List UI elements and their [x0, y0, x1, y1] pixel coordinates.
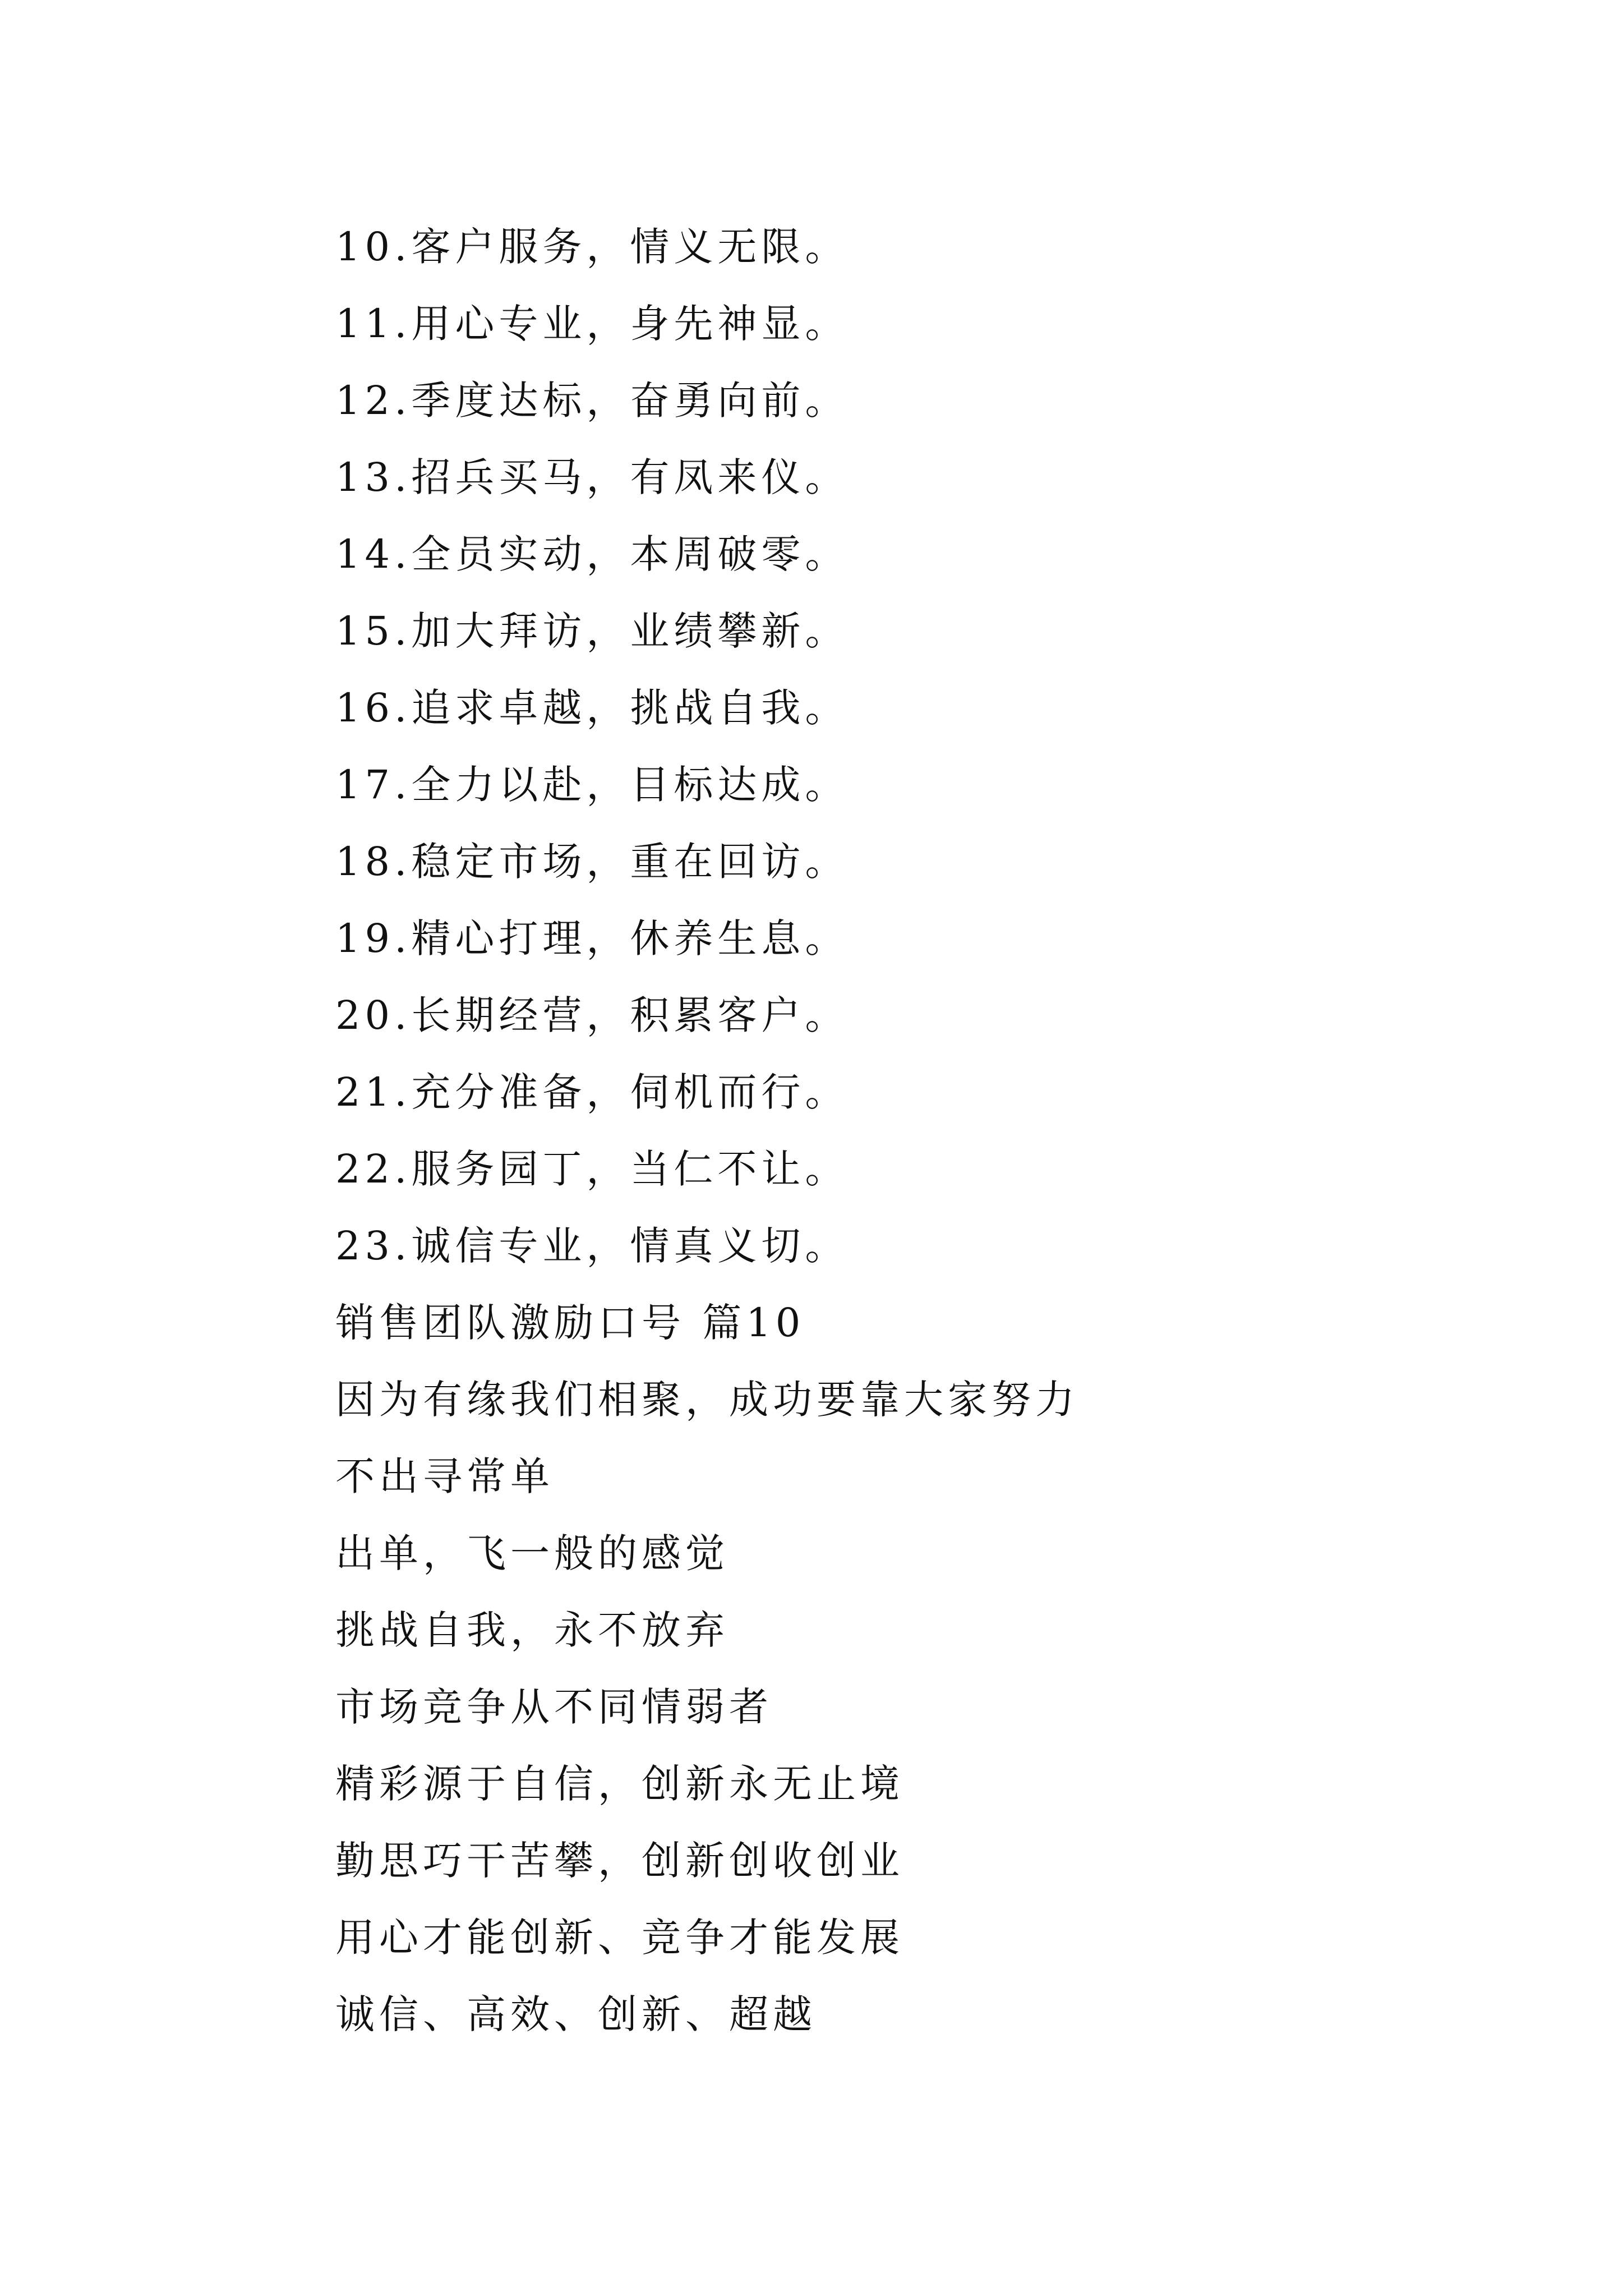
slogan-line: 不出寻常单 [335, 1453, 554, 1499]
slogan-line: 13.招兵买马，有凤来仪。 [335, 454, 849, 500]
slogan-line: 12.季度达标，奋勇向前。 [335, 378, 849, 424]
slogan-line: 精彩源于自信，创新永无止境 [335, 1761, 904, 1807]
slogan-line: 挑战自我，永不放弃 [335, 1607, 729, 1653]
slogan-line: 用心才能创新、竞争才能发展 [335, 1915, 904, 1961]
slogan-line: 14.全员实动，本周破零。 [335, 531, 849, 577]
slogan-line: 因为有缘我们相聚，成功要靠大家努力 [335, 1377, 1079, 1423]
slogan-line: 18.稳定市场，重在回访。 [335, 839, 849, 885]
slogan-line: 19.精心打理，休养生息。 [335, 915, 849, 961]
slogan-line: 出单，飞一般的感觉 [335, 1530, 729, 1576]
slogan-line: 22.服务园丁，当仁不让。 [335, 1146, 849, 1192]
slogan-line: 15.加大拜访，业绩攀新。 [335, 608, 849, 654]
slogan-line: 23.诚信专业，情真义切。 [335, 1223, 849, 1269]
slogan-line: 11.用心专业，身先神显。 [335, 301, 849, 347]
section-heading: 销售团队激励口号 篇10 [335, 1300, 805, 1346]
text-body [335, 209, 1457, 2053]
slogan-line: 16.追求卓越，挑战自我。 [335, 685, 849, 731]
slogan-line: 勤思巧干苦攀，创新创收创业 [335, 1838, 904, 1884]
slogan-line: 诚信、高效、创新、超越 [335, 1991, 817, 2037]
slogan-line: 10.客户服务，情义无限。 [335, 224, 849, 270]
slogan-line: 20.长期经营，积累客户。 [335, 992, 849, 1038]
slogan-line: 21.充分准备，伺机而行。 [335, 1069, 849, 1115]
slogan-line: 17.全力以赴，目标达成。 [335, 762, 849, 808]
slogan-line: 市场竞争从不同情弱者 [335, 1684, 773, 1730]
